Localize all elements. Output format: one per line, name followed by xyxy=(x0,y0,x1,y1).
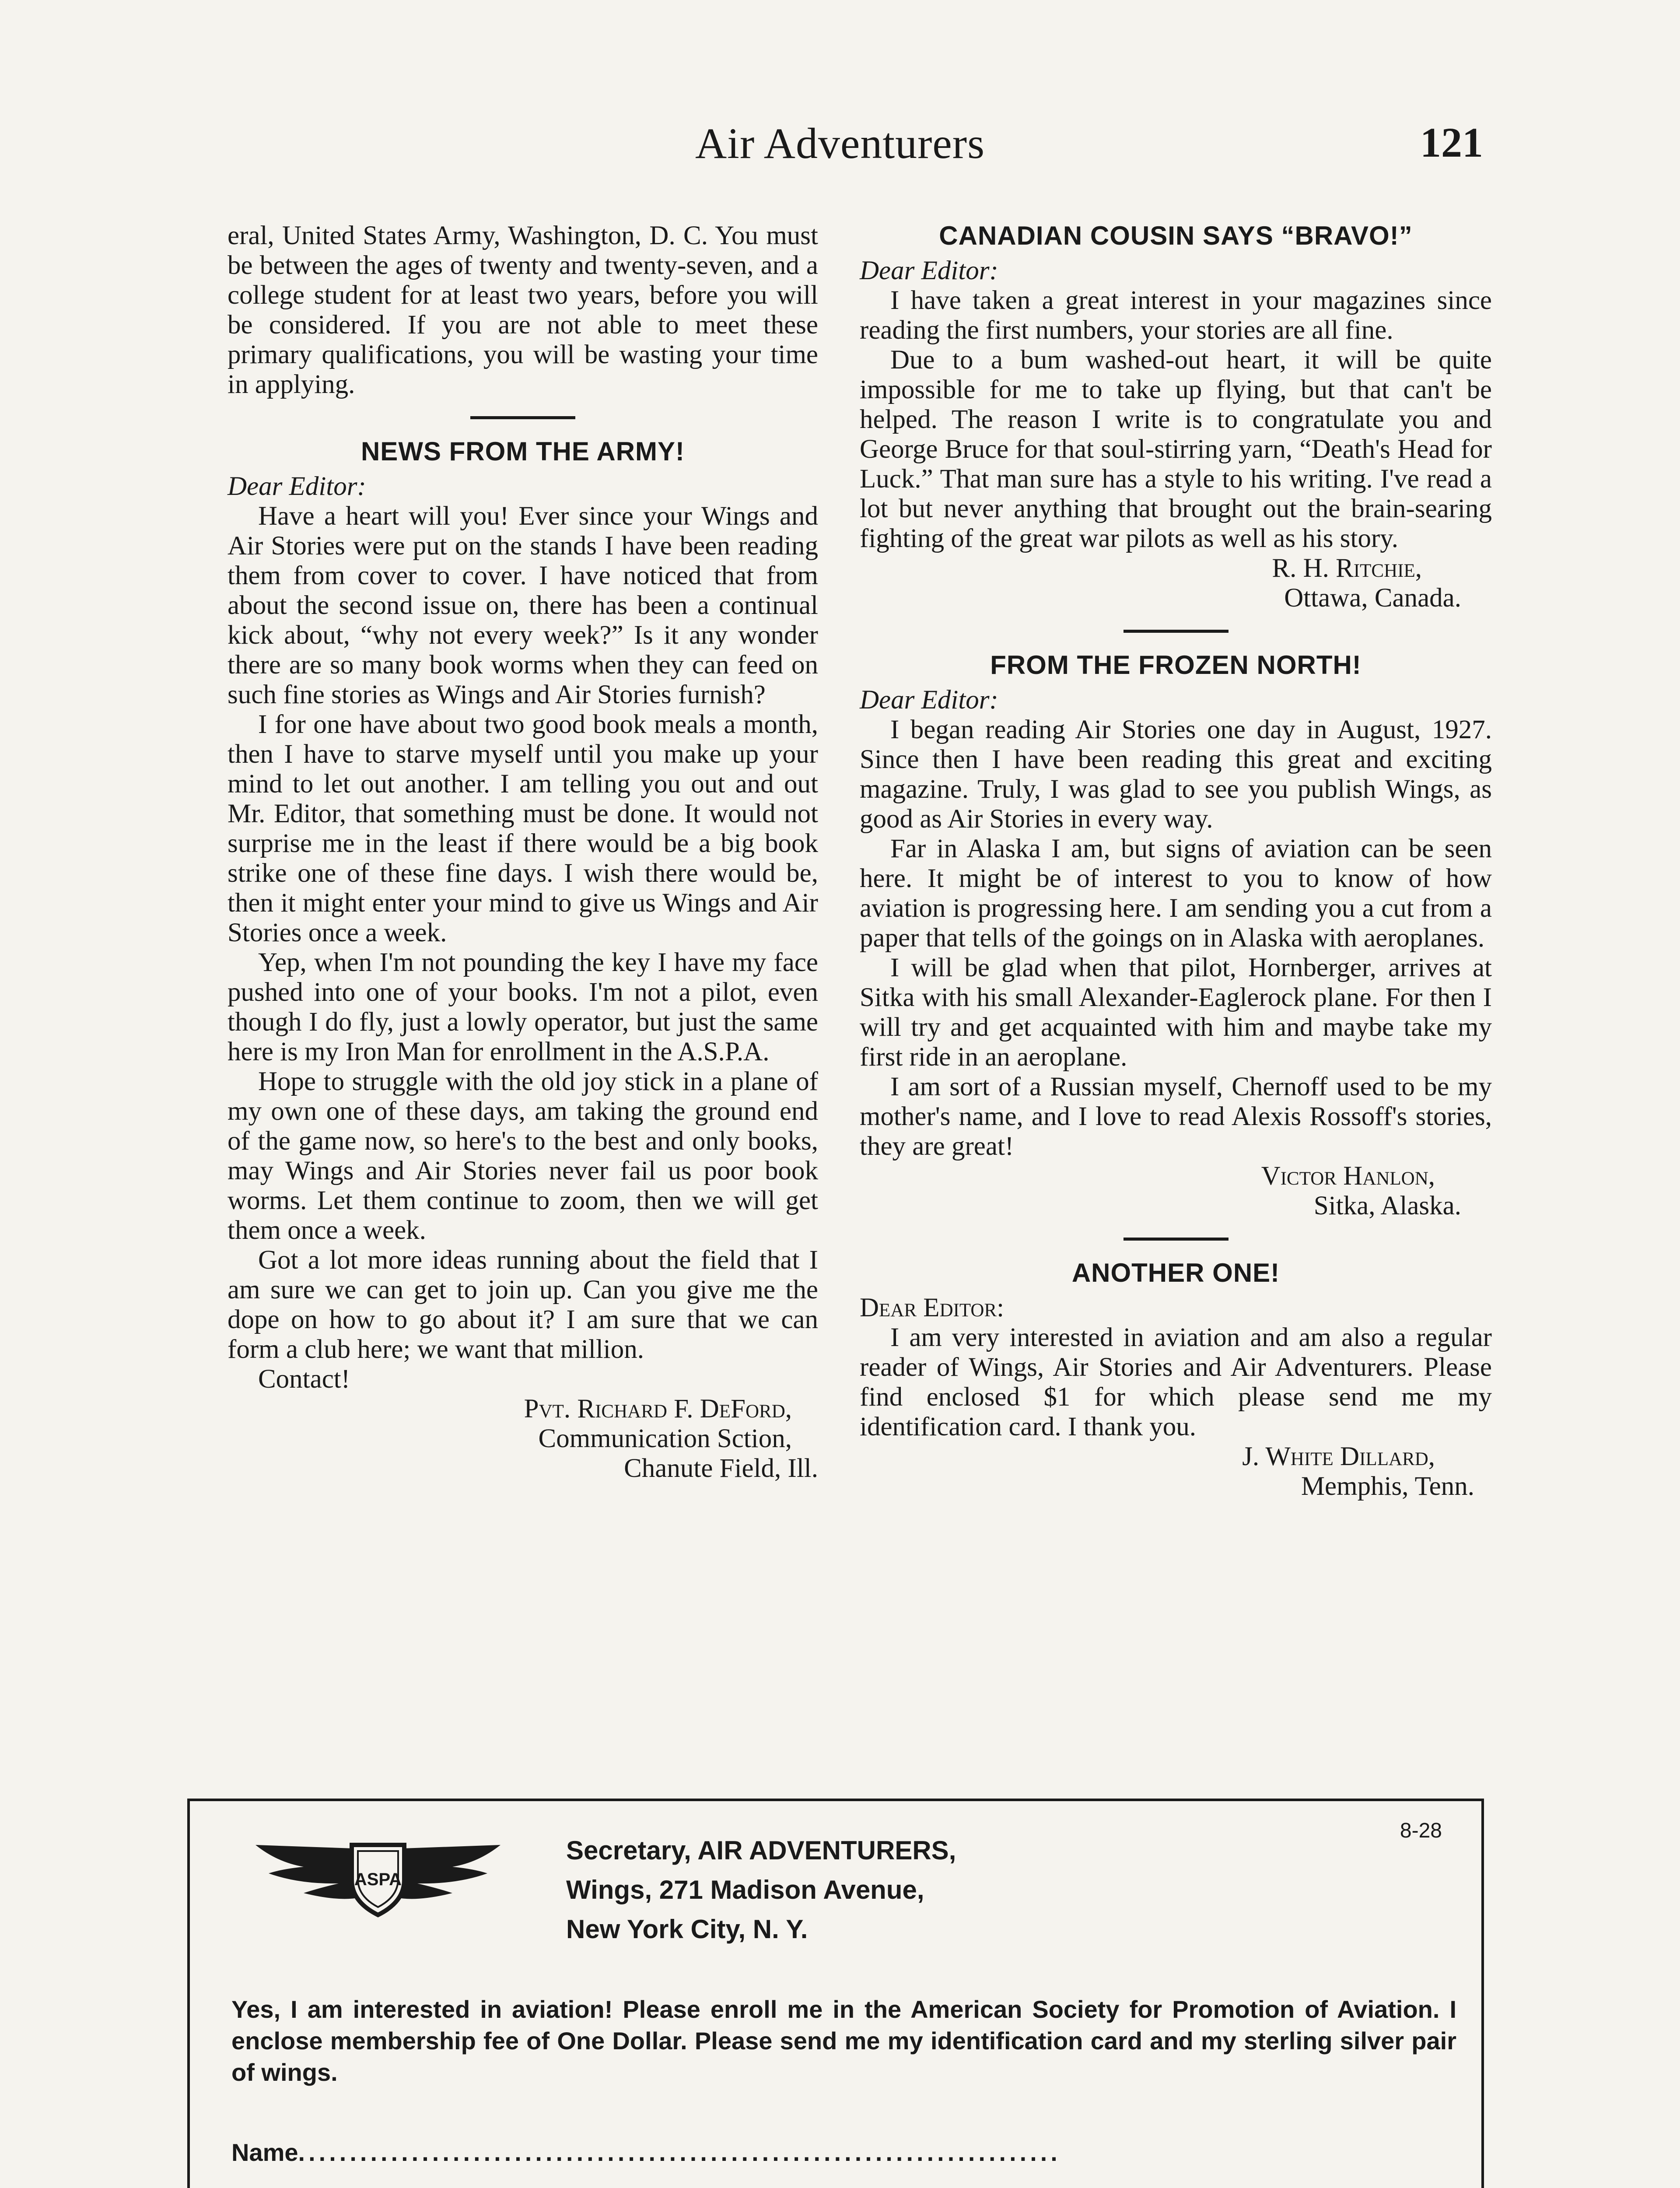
salutation: Dear Editor: xyxy=(860,685,998,715)
right-column xyxy=(860,221,1492,1501)
letter-paragraph: Far in Alaska I am, but signs of aviation can be seen here. It might be of interest to you to know of how aviation is progressing here. I am sending you a cut from a paper that tells of the goings on in Alaska with aeroplanes. xyxy=(860,834,1492,953)
letter-heading: NEWS FROM THE ARMY! xyxy=(360,437,685,466)
aspa-wings-emblem-icon xyxy=(251,1832,505,1919)
address-line: New York City, N. Y. xyxy=(566,1914,808,1944)
signature-name-text: Pvt. Richard F. DeFord, xyxy=(524,1394,792,1424)
letter-paragraph: Hope to struggle with the old joy stick in a plane of my own one of these days, am taking the ground end of the game now, so here's to the best and only books, may Wings and Air Stories never fail us poor book worms. Let them continue to zoom, then we will get them once a week. xyxy=(228,1067,818,1245)
letter-paragraph: I am sort of a Russian myself, Chernoff used to be my mother's name, and I love to read Alexis Rossoff's stories, they are great! xyxy=(860,1072,1492,1161)
letter-paragraph: Due to a bum washed-out heart, it will be quite impossible for me to take up flying, but that can't be helped. The reason I write is to congratulate you and George Bruce for that soul-stirring yarn, “Death's Head for Luck.” That man sure has a style to his writing. I've read a lot but never anything that brought out the brain-searing fighting of the great war pilots as well as his story. xyxy=(860,345,1492,553)
signature-line: Memphis, Tenn. xyxy=(1301,1472,1474,1501)
letter-paragraph: I began reading Air Stories one day in August, 1927. Since then I have been reading this great and exciting magazine. Truly, I was glad to see you publish Wings, as good as Air Stories in every way. xyxy=(860,715,1492,834)
signature-name xyxy=(860,554,1492,583)
signature-line: Chanute Field, Ill. xyxy=(624,1454,818,1483)
enrollment-statement: Yes, I am interested in aviation! Please enroll me in the American Society for Promotion of Aviation. I enclose membership fee of One Dollar. Please send me my identification card and my sterling silver pair of wings. xyxy=(231,1995,1456,2086)
page-number: 121 xyxy=(1420,119,1483,166)
salutation: Dear Editor: xyxy=(860,256,998,285)
emblem-label: ASPA xyxy=(354,1870,402,1889)
signature-name-text: J. White Dillard, xyxy=(1242,1442,1435,1471)
letter-paragraph: I am very interested in aviation and am also a regular reader of Wings, Air Stories and Air Adventurers. Please find enclosed $1 for which please send me my identification card. I thank you. xyxy=(860,1323,1492,1441)
enrollment-coupon xyxy=(187,1799,1484,2188)
signature-name xyxy=(860,1161,1492,1191)
salutation: Dear Editor: xyxy=(228,472,366,501)
signature-name xyxy=(228,1394,818,1424)
letter-paragraph: Contact! xyxy=(258,1364,350,1394)
letter-paragraph: I will be glad when that pilot, Hornberger, arrives at Sitka with his small Alexander-Eaglerock plane. For then I will try and get acquainted with him and maybe take my first ride in an aeroplane. xyxy=(860,953,1492,1072)
divider xyxy=(1124,630,1228,633)
letter-paragraph: Have a heart will you! Ever since your Wings and Air Stories were put on the stands I have been reading them from cover to cover. I have noticed that from about the second issue on, there has been a continual kick about, “why not every week?” Is it any wonder there are so many book worms when they can feed on such fine stories as Wings and Air Stories furnish? xyxy=(228,501,818,709)
signature-line: Ottawa, Canada. xyxy=(1284,583,1461,613)
address-line: Wings, 271 Madison Avenue, xyxy=(566,1875,924,1904)
signature-name-text: R. H. Ritchie, xyxy=(1272,554,1422,583)
salutation: Dear Editor: xyxy=(860,1293,1004,1322)
left-column xyxy=(228,221,818,1483)
address-line: Secretary, AIR ADVENTURERS, xyxy=(566,1836,956,1865)
signature-line: Communication Sction, xyxy=(538,1424,792,1453)
coupon-code: 8-28 xyxy=(1400,1819,1442,1842)
signature-name-text: Victor Hanlon, xyxy=(1261,1161,1435,1191)
name-field[interactable]: Name.......................................................................... xyxy=(231,2139,1061,2166)
letter-paragraph: Got a lot more ideas running about the field that I am sure we can get to join up. Can you give me the dope on how to go about it? I am sure that we can form a club here; we want that million. xyxy=(228,1245,818,1364)
signature-line: Sitka, Alaska. xyxy=(1313,1191,1461,1220)
letter-heading: FROM THE FROZEN NORTH! xyxy=(990,650,1362,680)
divider xyxy=(470,416,575,419)
intro-paragraph: eral, United States Army, Washington, D. C. You must be between the ages of twenty and twenty-seven, and a college student for at least two years, before you will be considered. If you are not able to meet these primary qualifications, you will be wasting your time in applying. xyxy=(228,221,818,399)
letter-paragraph: I have taken a great interest in your magazines since reading the first numbers, your stories are all fine. xyxy=(860,286,1492,345)
letter-heading: ANOTHER ONE! xyxy=(1071,1258,1280,1287)
letter-heading: CANADIAN COUSIN SAYS “BRAVO!” xyxy=(939,221,1413,250)
signature-name xyxy=(860,1442,1492,1472)
name-label: Name xyxy=(231,2139,298,2166)
letter-paragraph: I for one have about two good book meals a month, then I have to starve myself until you make up your mind to let out another. I am telling you out and out Mr. Editor, that something must be done. It would not surprise me in the least if there would be a big book strike one of these fine days. I wish there would be, then it might enter your mind to give us Wings and Air Stories once a week. xyxy=(228,710,818,947)
letter-paragraph: Yep, when I'm not pounding the key I have my face pushed into one of your books. I'm not a pilot, even though I do fly, just a lowly operator, but just the same here is my Iron Man for enrollment in the A.S.P.A. xyxy=(228,948,818,1066)
mailing-address xyxy=(566,1831,956,1949)
divider xyxy=(1124,1238,1228,1241)
page-title: Air Adventurers xyxy=(695,119,985,168)
